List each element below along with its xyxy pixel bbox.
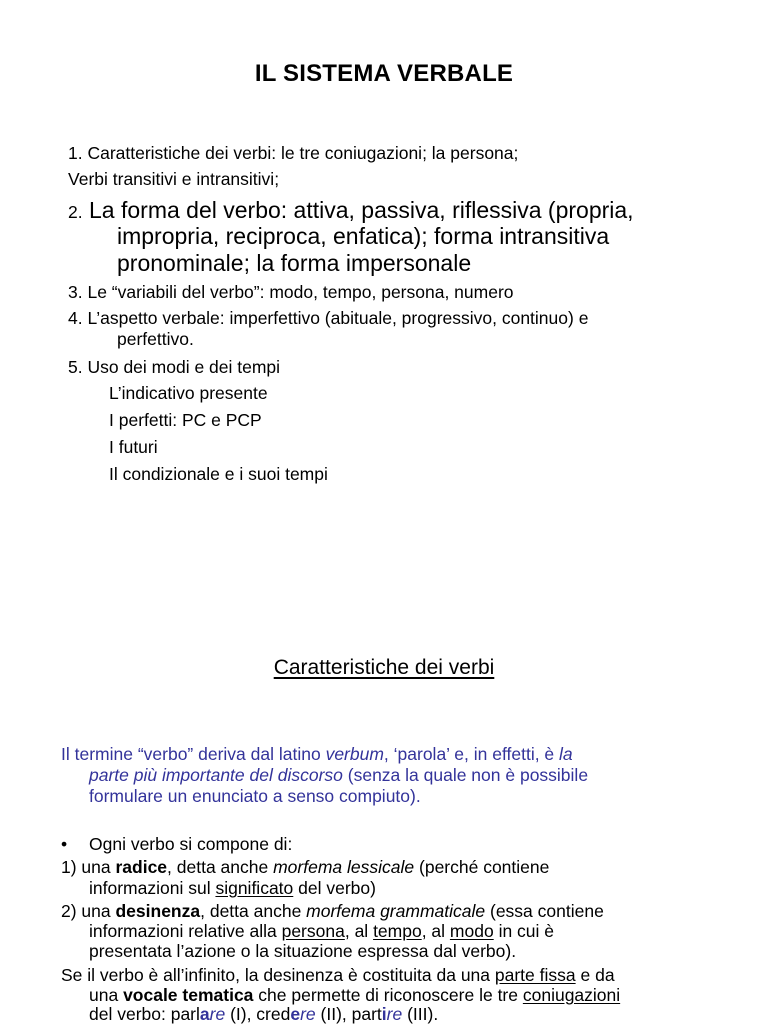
list-item-4-line-1: 4. L’aspetto verbale: imperfettivo (abituale, progressivo, continuo) e bbox=[68, 308, 589, 328]
text-run: , detta anche bbox=[167, 857, 274, 877]
intro-text: Il termine “verbo” deriva dal latino bbox=[61, 744, 326, 764]
text-run: 1) una bbox=[61, 857, 116, 877]
list-item-2-line-3: pronominale; la forma impersonale bbox=[117, 250, 472, 276]
thematic-vowel-e: e bbox=[290, 1004, 301, 1024]
text-run: una bbox=[89, 985, 124, 1005]
point-2-line-1 bbox=[61, 901, 604, 922]
list-item-1-line-2: Verbi transitivi e intransitivi; bbox=[68, 169, 280, 189]
term-desinenza: desinenza bbox=[115, 901, 201, 921]
sub-item-1: L’indicativo presente bbox=[109, 383, 268, 403]
text-run: Se il verbo è all’infinito, la desinenza è costituita da una bbox=[61, 965, 495, 985]
point-2-line-3: presentata l’azione o la situazione espressa dal verbo). bbox=[89, 941, 517, 961]
point-1-line-1 bbox=[61, 857, 549, 878]
sub-item-3: I futuri bbox=[109, 437, 158, 457]
text-run: informazioni sul bbox=[89, 878, 216, 898]
list-item-1-line-1: 1. Caratteristiche dei verbi: le tre coniugazioni; la persona; bbox=[68, 143, 519, 163]
text-run: , detta anche bbox=[200, 901, 307, 921]
term-tempo: tempo bbox=[373, 921, 422, 941]
point-3-line-2 bbox=[89, 985, 620, 1006]
term-coniugazioni: coniugazioni bbox=[522, 985, 621, 1005]
term-parte-fissa: parte fissa bbox=[494, 965, 576, 985]
thematic-vowel-i: i bbox=[381, 1004, 387, 1024]
ending-re: re bbox=[386, 1004, 403, 1024]
list-item-3: 3. Le “variabili del verbo”: modo, tempo, persona, numero bbox=[68, 282, 514, 302]
text-run: in cui è bbox=[493, 921, 555, 941]
text-run: , al bbox=[344, 921, 374, 941]
intro-text: , ‘parola’ e, in effetti, è bbox=[383, 744, 560, 764]
text-run: (II), part bbox=[315, 1004, 382, 1024]
ending-re: re bbox=[209, 1004, 226, 1024]
intro-italic: la bbox=[559, 744, 573, 764]
term-morfema-lessicale: morfema lessicale bbox=[273, 857, 415, 877]
list-item-4-line-2: perfettivo. bbox=[117, 329, 194, 349]
intro-italic: parte più importante del discorso bbox=[89, 765, 343, 785]
list-item-2-line-1 bbox=[68, 197, 634, 226]
text-run: (III). bbox=[402, 1004, 439, 1024]
text-run: che permette di riconoscere le tre bbox=[253, 985, 523, 1005]
intro-latin-word: verbum bbox=[325, 744, 384, 764]
bullet-text: Ogni verbo si compone di: bbox=[89, 834, 293, 854]
text-run: (perché contiene bbox=[414, 857, 550, 877]
text-run: e da bbox=[575, 965, 615, 985]
intro-line-1 bbox=[61, 744, 573, 765]
text-run: informazioni relative alla bbox=[89, 921, 282, 941]
intro-line-2 bbox=[89, 765, 588, 786]
sub-item-4: Il condizionale e i suoi tempi bbox=[109, 464, 328, 484]
point-1-line-2 bbox=[89, 878, 376, 899]
term-persona: persona bbox=[281, 921, 345, 941]
sub-item-2: I perfetti: PC e PCP bbox=[109, 410, 262, 430]
term-modo: modo bbox=[449, 921, 494, 941]
list-item-2-number: 2. bbox=[68, 202, 83, 222]
text-run: del verbo: parl bbox=[89, 1004, 200, 1024]
text-run: (essa contiene bbox=[485, 901, 604, 921]
slide1-title: IL SISTEMA VERBALE bbox=[254, 60, 514, 87]
ending-re: re bbox=[300, 1004, 316, 1024]
bullet-marker: • bbox=[61, 834, 68, 854]
list-item-2-text: La forma del verbo: attiva, passiva, riflessiva (propria, bbox=[89, 197, 634, 223]
thematic-vowel-a: a bbox=[199, 1004, 210, 1024]
point-2-line-2 bbox=[89, 921, 554, 942]
intro-text: (senza la quale non è possibile bbox=[342, 765, 589, 785]
term-morfema-grammaticale: morfema grammaticale bbox=[306, 901, 486, 921]
text-run: (I), cred bbox=[225, 1004, 291, 1024]
list-item-5: 5. Uso dei modi e dei tempi bbox=[68, 357, 281, 377]
term-radice: radice bbox=[115, 857, 168, 877]
text-run: , al bbox=[421, 921, 450, 941]
list-item-2-line-2: impropria, reciproca, enfatica); forma intransitiva bbox=[117, 223, 610, 249]
intro-line-3: formulare un enunciato a senso compiuto). bbox=[89, 786, 421, 806]
point-3-line-1 bbox=[61, 965, 615, 986]
term-vocale-tematica: vocale tematica bbox=[123, 985, 254, 1005]
slide2-title: Caratteristiche dei verbi bbox=[273, 656, 495, 679]
text-run: 2) una bbox=[61, 901, 116, 921]
text-run: del verbo) bbox=[293, 878, 376, 898]
point-3-line-3 bbox=[89, 1004, 438, 1024]
term-significato: significato bbox=[215, 878, 294, 898]
